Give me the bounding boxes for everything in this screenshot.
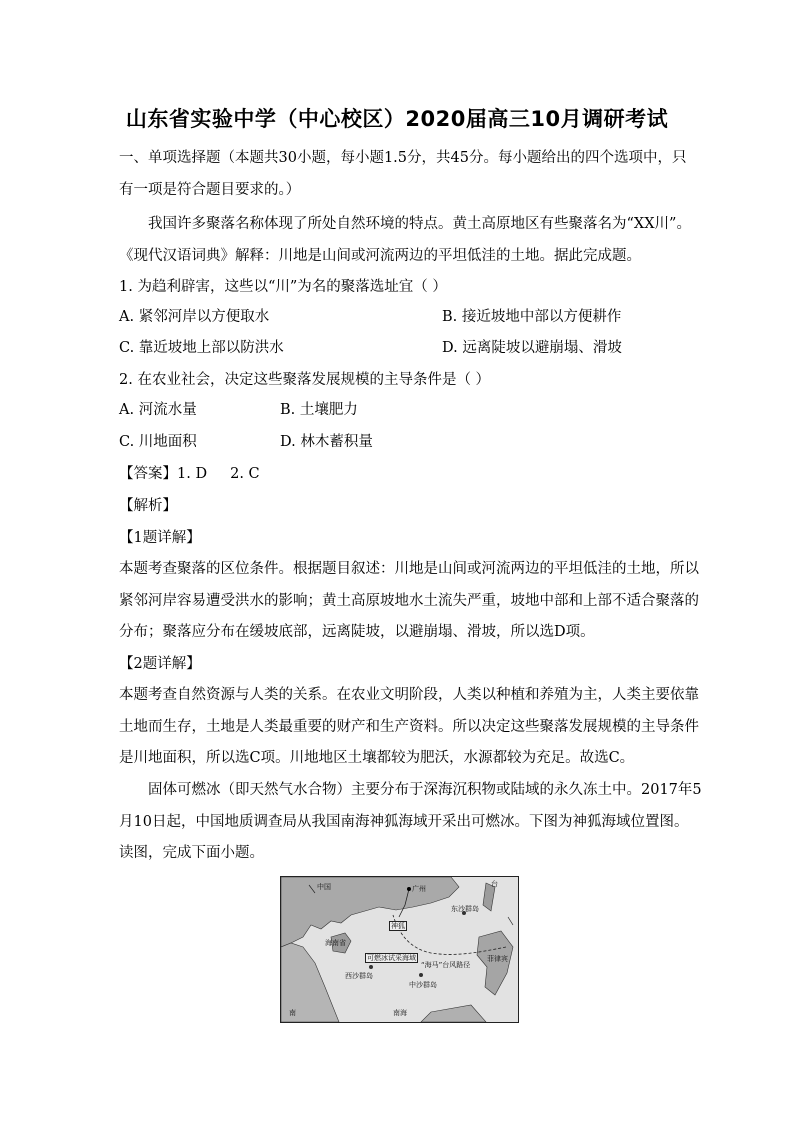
map-label-guangzhou: 广州 (412, 885, 426, 893)
shenhu-location-map (280, 876, 519, 1023)
analysis-header: 【解析】 (119, 498, 177, 514)
detail-2-line-3: 是川地面积，所以选C项。川地地区土壤都较为肥沃，水源都较为充足。故选C。 (119, 750, 635, 766)
question-2-option-c: C. 川地面积 (119, 434, 197, 450)
map-label-typhoon: “海马”台风路径 (421, 961, 471, 969)
xisha-islands-marker (369, 965, 373, 969)
question-2-stem: 2. 在农业社会，决定这些聚落发展规模的主导条件是（ ） (119, 372, 491, 388)
question-2-option-b: B. 土壤肥力 (280, 402, 358, 418)
answer-line: 【答案】1. D 2. C (119, 466, 260, 482)
map-label-nan: 南 (289, 1009, 296, 1017)
section-header-line-2: 有一项是符合题目要求的。） (119, 182, 301, 198)
passage2-line-1: 固体可燃冰（即天然气水合物）主要分布于深海沉积物或陆域的永久冻土中。2017年5 (148, 782, 702, 798)
map-label-xisha: 西沙群岛 (345, 972, 373, 980)
map-graphic (281, 877, 518, 1022)
detail-2-header: 【2题详解】 (119, 656, 201, 672)
question-1-option-c: C. 靠近坡地上部以防洪水 (119, 340, 284, 356)
map-label-china: 中国 (317, 883, 331, 891)
map-label-kerandi: 可燃冰试采海域 (367, 954, 416, 962)
question-1-option-b: B. 接近坡地中部以方便耕作 (442, 309, 622, 325)
detail-2-line-1: 本题考查自然资源与人类的关系。在农业文明阶段，人类以种植和养殖为主，人类主要依靠 (119, 687, 699, 703)
map-label-zhongsha: 中沙群岛 (409, 981, 437, 989)
question-2-option-a: A. 河流水量 (119, 402, 197, 418)
question-1-option-d: D. 远离陡坡以避崩塌、滑坡 (442, 340, 622, 356)
section-header-line-1: 一、单项选择题（本题共30小题，每小题1.5分，共45分。每小题给出的四个选项中，只 (119, 150, 687, 166)
detail-2-line-2: 土地而生存，土地是人类最重要的财产和生产资料。所以决定这些聚落发展规模的主导条件 (119, 719, 699, 735)
question-2-option-d: D. 林木蓄积量 (280, 434, 373, 450)
detail-1-line-1: 本题考查聚落的区位条件。根据题目叙述：川地是山间或河流两边的平坦低洼的土地，所以 (119, 561, 699, 577)
document-title: 山东省实验中学（中心校区）2020届高三10月调研考试 (125, 107, 669, 131)
detail-1-line-3: 分布；聚落应分布在缓坡底部，远离陡坡，以避崩塌、滑坡，所以选D项。 (119, 624, 595, 640)
map-label-dongsha: 东沙群岛 (451, 905, 479, 913)
map-label-nanhai: 南海 (393, 1009, 407, 1017)
guangzhou-marker (407, 887, 411, 891)
detail-1-line-2: 紧邻河岸容易遭受洪水的影响；黄土高原坡地水土流失严重，坡地中部和上部不适合聚落的 (119, 593, 699, 609)
question-1-stem: 1. 为趋利辟害，这些以“川”为名的聚落选址宜（ ） (119, 279, 447, 295)
map-label-hainan: 海南省 (325, 939, 346, 947)
map-label-taiwan: 台 (491, 880, 498, 888)
zhongsha-islands-marker (419, 973, 423, 977)
map-label-shenhu: 神狐 (391, 922, 405, 930)
question-1-option-a: A. 紧邻河岸以方便取水 (119, 309, 270, 325)
passage1-line-1: 我国许多聚落名称体现了所处自然环境的特点。黄土高原地区有些聚落名为“XX川”。 (148, 216, 691, 232)
passage2-line-3: 读图，完成下面小题。 (119, 845, 264, 861)
detail-1-header: 【1题详解】 (119, 530, 201, 546)
map-label-philippines: 菲律宾 (487, 955, 508, 963)
passage1-line-2: 《现代汉语词典》解释：川地是山间或河流两边的平坦低洼的土地。据此完成题。 (119, 248, 641, 264)
passage2-line-2: 月10日起，中国地质调查局从我国南海神狐海域开采出可燃冰。下图为神狐海域位置图。 (119, 814, 689, 830)
